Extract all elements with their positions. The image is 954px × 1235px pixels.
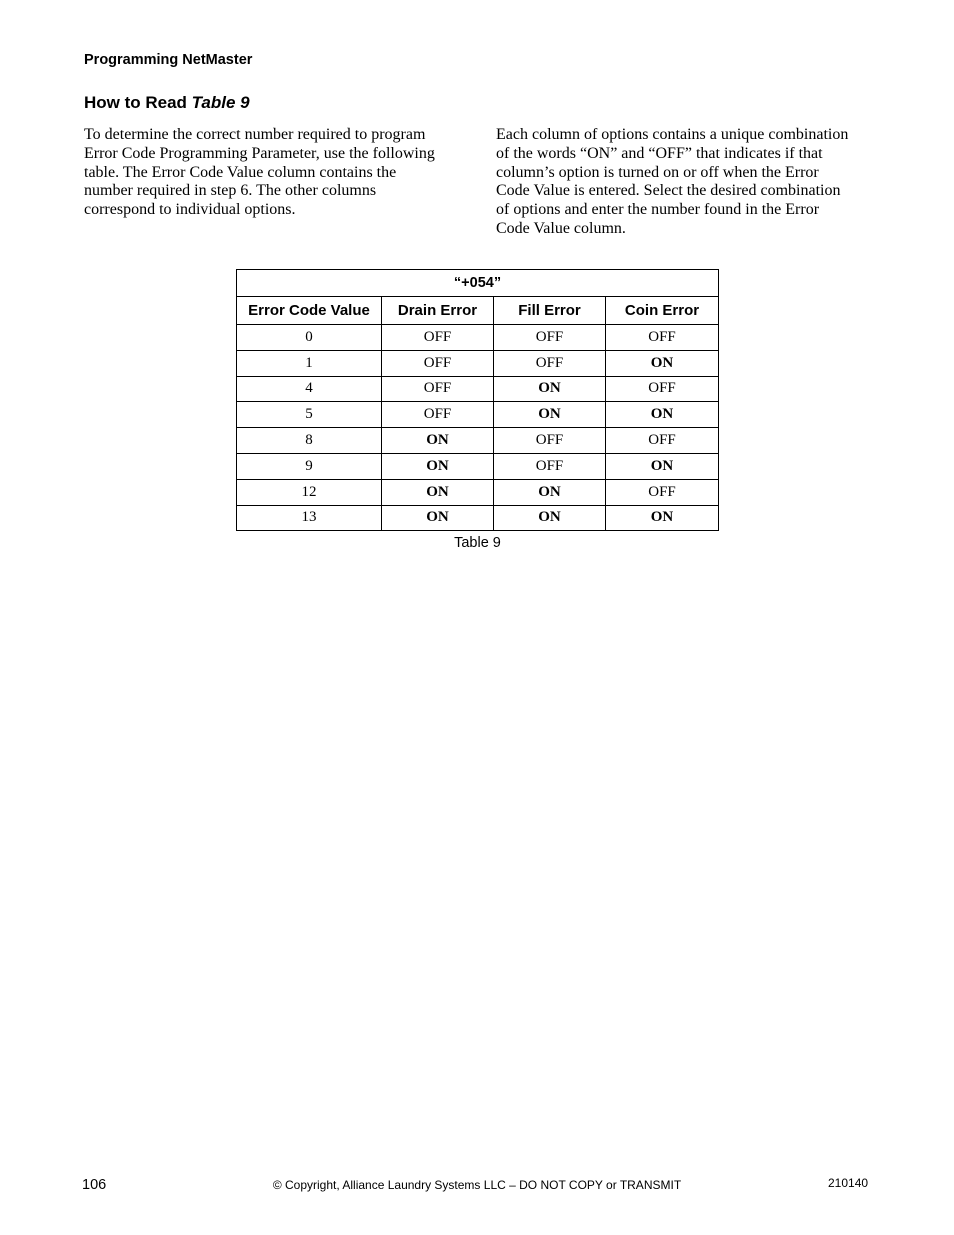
paragraph-line: column’s option is turned on or off when the Error — [496, 163, 819, 181]
table-cell: ON — [494, 505, 606, 531]
table-row — [237, 325, 719, 351]
table-cell: ON — [382, 505, 494, 531]
table-cell: ON — [606, 505, 719, 531]
table-cell: ON — [494, 402, 606, 428]
running-header: Programming NetMaster — [84, 52, 253, 68]
table-cell: ON — [606, 350, 719, 376]
table-cell: OFF — [606, 428, 719, 454]
table-cell: ON — [382, 453, 494, 479]
intro-paragraph-right — [496, 126, 872, 239]
table-cell: ON — [382, 428, 494, 454]
paragraph-line: table. The Error Code Value column contains the — [84, 163, 397, 181]
column-header: Drain Error — [382, 297, 494, 325]
table-row — [237, 453, 719, 479]
error-code-table — [236, 269, 719, 531]
table-cell: OFF — [494, 350, 606, 376]
table-row — [237, 402, 719, 428]
table-cell: OFF — [494, 453, 606, 479]
table-cell: OFF — [606, 325, 719, 351]
table-row — [237, 428, 719, 454]
copyright-notice: © Copyright, Alliance Laundry Systems LLC – DO NOT COPY or TRANSMIT — [272, 1178, 682, 1192]
table-cell: 13 — [237, 505, 382, 531]
paragraph-line: Code Value is entered. Select the desired combination — [496, 182, 841, 200]
page-number: 106 — [82, 1177, 107, 1193]
table-title-row — [237, 270, 719, 297]
paragraph-line: Each column of options contains a unique combination — [496, 126, 849, 143]
table-cell: 5 — [237, 402, 382, 428]
paragraph-line: Code Value column. — [496, 219, 626, 237]
paragraph-line: of options and enter the number found in the Error — [496, 201, 820, 219]
table-cell: 0 — [237, 325, 382, 351]
table-cell: OFF — [382, 376, 494, 402]
column-header: Fill Error — [494, 297, 606, 325]
section-title-prefix: How to Read — [84, 93, 192, 112]
table-row — [237, 505, 719, 531]
table-row — [237, 376, 719, 402]
table-cell: OFF — [382, 402, 494, 428]
table-cell: OFF — [494, 325, 606, 351]
column-header: Coin Error — [606, 297, 719, 325]
table-cell: 1 — [237, 350, 382, 376]
table-cell: OFF — [382, 350, 494, 376]
intro-paragraph-left — [84, 126, 462, 220]
table-cell: 8 — [237, 428, 382, 454]
table-cell: 9 — [237, 453, 382, 479]
paragraph-line: To determine the correct number required to program — [84, 126, 426, 143]
table-cell: ON — [606, 402, 719, 428]
table-cell: ON — [606, 453, 719, 479]
paragraph-line: of the words “ON” and “OFF” that indicates if that — [496, 144, 823, 162]
table-cell: OFF — [494, 428, 606, 454]
document-number: 210140 — [828, 1176, 869, 1190]
paragraph-line: correspond to individual options. — [84, 201, 296, 219]
table-cell: OFF — [606, 479, 719, 505]
table-cell: ON — [494, 479, 606, 505]
section-title — [84, 93, 250, 113]
column-header: Error Code Value — [237, 297, 382, 325]
table-cell: 4 — [237, 376, 382, 402]
table-caption: Table 9 — [454, 535, 501, 551]
table-row — [237, 479, 719, 505]
paragraph-line: Error Code Programming Parameter, use the following — [84, 144, 435, 162]
table-header-row — [237, 297, 719, 325]
table-title: “+054” — [237, 270, 719, 297]
table-cell: 12 — [237, 479, 382, 505]
paragraph-line: number required in step 6. The other columns — [84, 182, 377, 200]
table-cell: OFF — [606, 376, 719, 402]
table-row — [237, 350, 719, 376]
table-cell: ON — [494, 376, 606, 402]
table-cell: OFF — [382, 325, 494, 351]
table-cell: ON — [382, 479, 494, 505]
section-title-italic: Table 9 — [191, 93, 250, 112]
